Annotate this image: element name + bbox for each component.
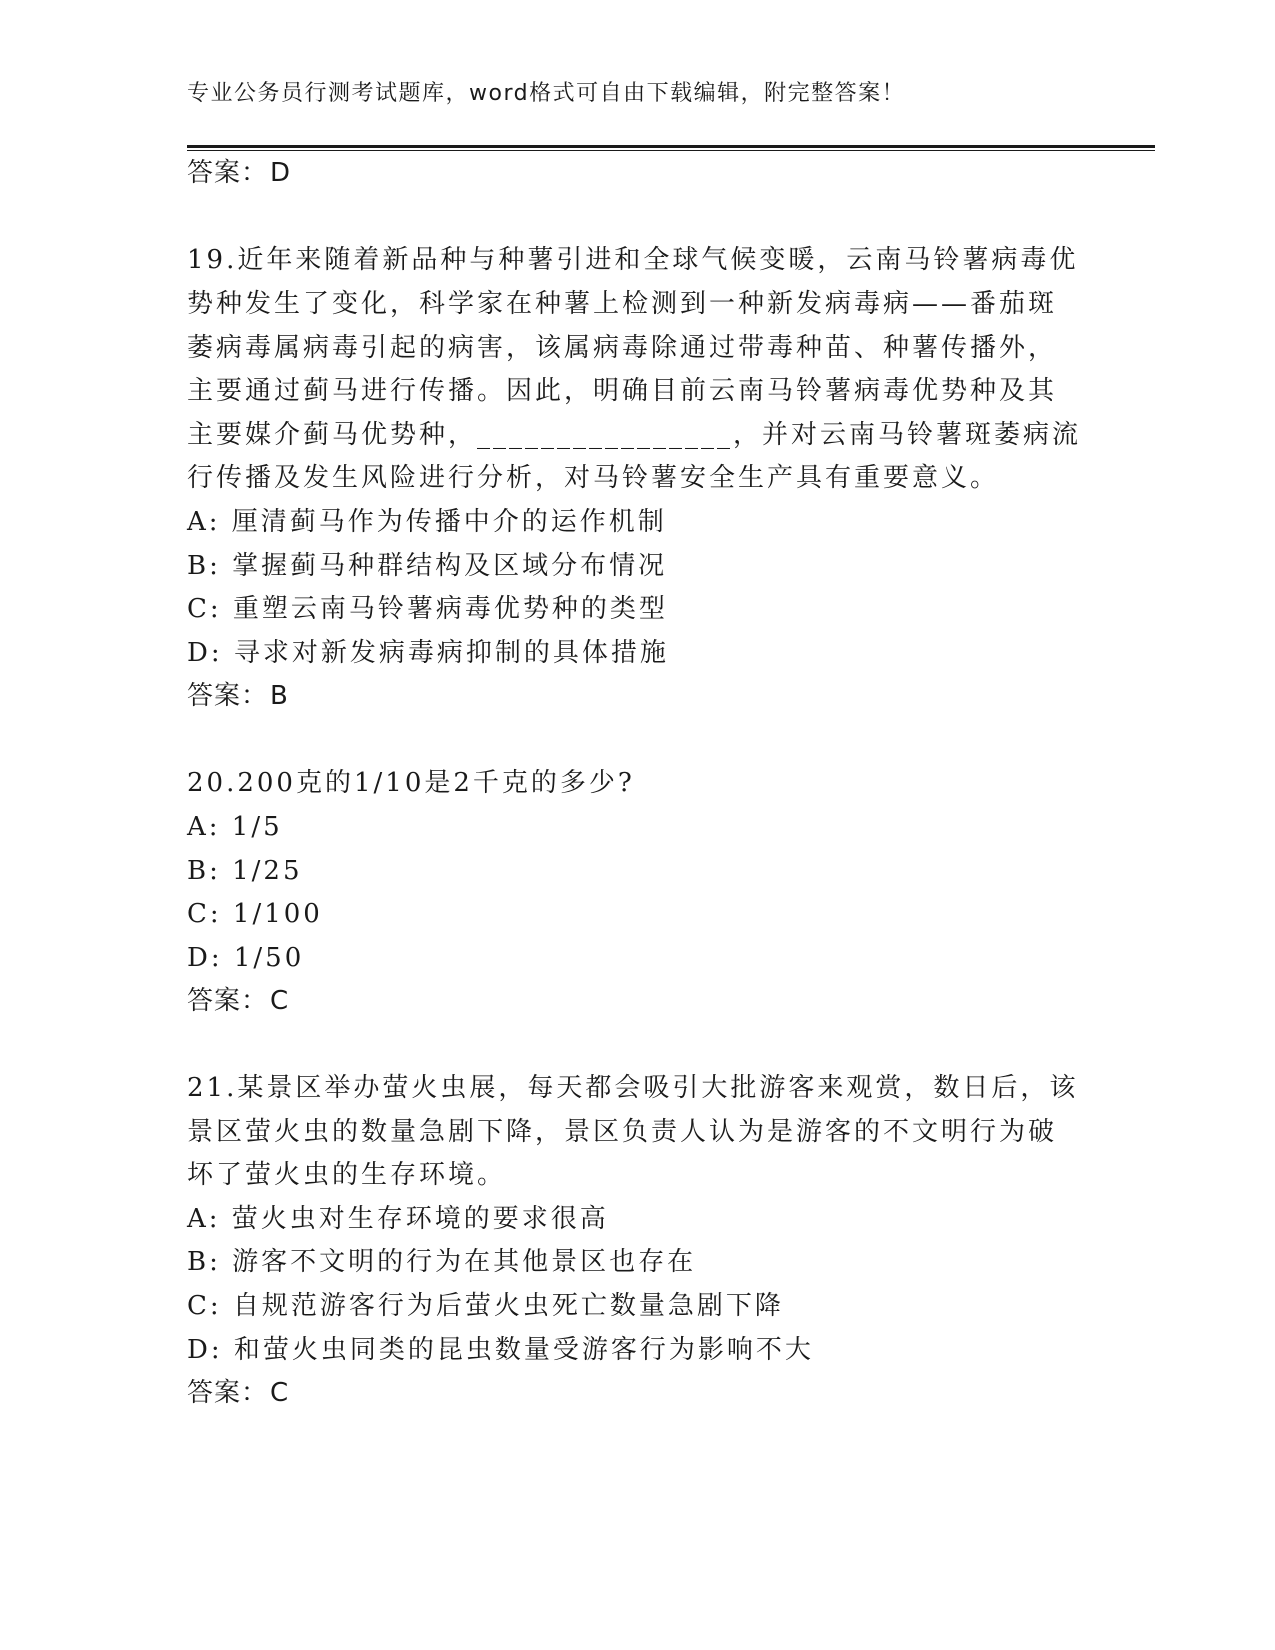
header-rule-thick [187, 145, 1155, 148]
stem-line: 坏了萤火虫的生存环境。 [187, 1160, 507, 1190]
option-b: B: 1/25 [187, 856, 303, 886]
answer-label: 答案： [187, 681, 269, 711]
stem-line: 19.近年来随着新品种与种薯引进和全球气候变暖，云南马铃薯病毒优 [187, 245, 1079, 275]
stem-line: 势种发生了变化，科学家在种薯上检测到一种新发病毒病——番茄斑 [187, 289, 1058, 319]
answer [187, 988, 289, 1014]
answer-value: C [270, 986, 290, 1016]
prev-answer [187, 160, 291, 186]
option-b: B: 游客不文明的行为在其他景区也存在 [187, 1247, 697, 1277]
option-a: A: 萤火虫对生存环境的要求很高 [187, 1204, 609, 1234]
stem-line: 主要通过蓟马进行传播。因此，明确目前云南马铃薯病毒优势种及其 [187, 376, 1058, 406]
answer-value: B [270, 681, 289, 711]
answer-label: 答案： [187, 986, 269, 1016]
answer-value: C [270, 1378, 290, 1408]
stem-line: 主要媒介蓟马优势种，________________，并对云南马铃薯斑萎病流 [187, 420, 1082, 450]
page-header: 专业公务员行测考试题库，word格式可自由下载编辑，附完整答案！ [187, 81, 906, 106]
stem-line: 21.某景区举办萤火虫展，每天都会吸引大批游客来观赏，数日后，该 [187, 1073, 1079, 1103]
option-d: D: 寻求对新发病毒病抑制的具体措施 [187, 638, 669, 668]
header-rule-thin [187, 150, 1155, 151]
stem-line: 景区萤火虫的数量急剧下降，景区负责人认为是游客的不文明行为破 [187, 1117, 1058, 1147]
option-d: D: 和萤火虫同类的昆虫数量受游客行为影响不大 [187, 1335, 814, 1365]
stem-line: 20.200克的1/10是2千克的多少? [187, 768, 635, 798]
answer-label: 答案： [187, 158, 269, 188]
stem-line: 萎病毒属病毒引起的病害，该属病毒除通过带毒种苗、种薯传播外， [187, 333, 1058, 363]
stem-line: 行传播及发生风险进行分析，对马铃薯安全生产具有重要意义。 [187, 463, 1000, 493]
option-d: D: 1/50 [187, 943, 305, 973]
answer [187, 1380, 289, 1406]
answer-label: 答案： [187, 1378, 269, 1408]
option-c: C: 自规范游客行为后萤火虫死亡数量急剧下降 [187, 1291, 784, 1321]
option-c: C: 1/100 [187, 899, 323, 929]
option-b: B: 掌握蓟马种群结构及区域分布情况 [187, 551, 668, 581]
option-a: A: 1/5 [187, 812, 283, 842]
answer [187, 683, 289, 709]
answer-value: D [270, 158, 292, 188]
option-c: C: 重塑云南马铃薯病毒优势种的类型 [187, 594, 668, 624]
option-a: A: 厘清蓟马作为传播中介的运作机制 [187, 507, 667, 537]
